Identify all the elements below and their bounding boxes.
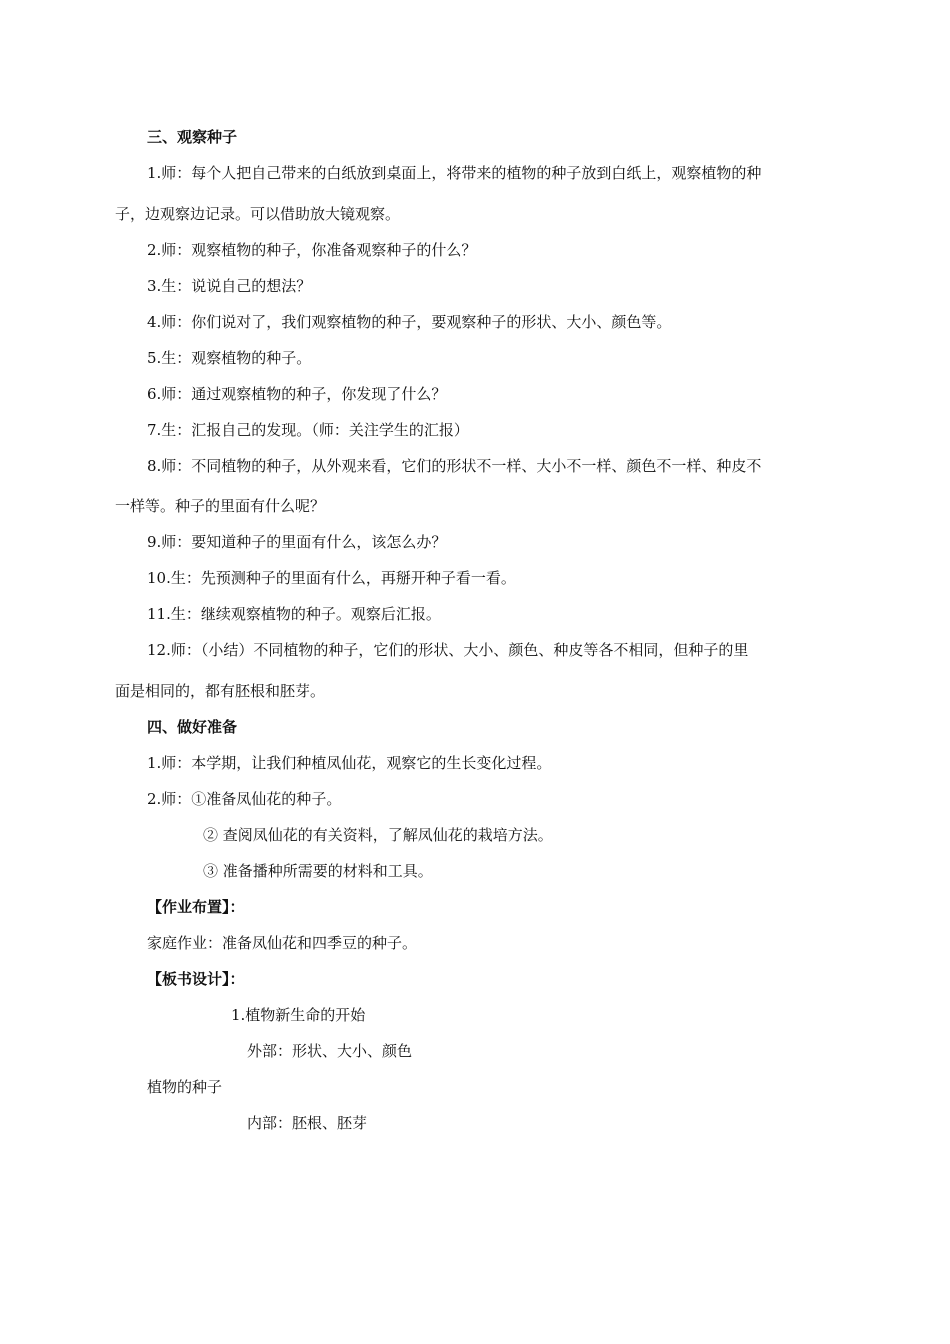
- paragraph-line: 6.师：通过观察植物的种子，你发现了什么？: [147, 385, 447, 403]
- paragraph-line: 3.生：说说自己的想法？: [147, 277, 312, 295]
- paragraph-line: 子，边观察边记录。可以借助放大镜观察。: [115, 205, 401, 223]
- homework-text: 家庭作业：准备凤仙花和四季豆的种子。: [147, 934, 418, 952]
- paragraph-line: ② 查阅凤仙花的有关资料，了解凤仙花的栽培方法。: [203, 826, 553, 844]
- paragraph-line: 11.生：继续观察植物的种子。观察后汇报。: [147, 605, 441, 623]
- paragraph-line: 4.师：你们说对了，我们观察植物的种子，要观察种子的形状、大小、颜色等。: [147, 313, 672, 331]
- paragraph-line: 5.生：观察植物的种子。: [147, 349, 312, 367]
- paragraph-line: 面是相同的，都有胚根和胚芽。: [115, 682, 326, 700]
- paragraph-line: 1.师：本学期，让我们种植凤仙花，观察它的生长变化过程。: [147, 754, 552, 772]
- board-inner: 内部：胚根、胚芽: [247, 1114, 368, 1132]
- paragraph-line: 8.师：不同植物的种子，从外观来看，它们的形状不一样、大小不一样、颜色不一样、种皮不: [147, 457, 762, 475]
- paragraph-line: 10.生：先预测种子的里面有什么，再掰开种子看一看。: [147, 569, 516, 587]
- paragraph-line: ③ 准备播种所需要的材料和工具。: [203, 862, 433, 880]
- paragraph-line: 1.师：每个人把自己带来的白纸放到桌面上，将带来的植物的种子放到白纸上，观察植物的种: [147, 164, 762, 182]
- section-heading-observe: 三、观察种子: [147, 128, 238, 146]
- section-heading-prepare: 四、做好准备: [147, 718, 238, 736]
- paragraph-line: 2.师：观察植物的种子，你准备观察种子的什么？: [147, 241, 477, 259]
- paragraph-line: 12.师：（小结）不同植物的种子，它们的形状、大小、颜色、种皮等各不相同，但种子的里: [147, 641, 749, 659]
- board-title: 1.植物新生命的开始: [231, 1006, 366, 1024]
- paragraph-line: 7.生：汇报自己的发现。（师：关注学生的汇报）: [147, 421, 469, 439]
- board-subject: 植物的种子: [147, 1078, 223, 1096]
- paragraph-line: 2.师：①准备凤仙花的种子。: [147, 790, 342, 808]
- section-heading-board: 【板书设计】：: [147, 970, 245, 988]
- board-outer: 外部：形状、大小、颜色: [247, 1042, 413, 1060]
- paragraph-line: 9.师：要知道种子的里面有什么，该怎么办？: [147, 533, 447, 551]
- paragraph-line: 一样等。种子的里面有什么呢？: [115, 497, 326, 515]
- section-heading-homework: 【作业布置】：: [147, 898, 245, 916]
